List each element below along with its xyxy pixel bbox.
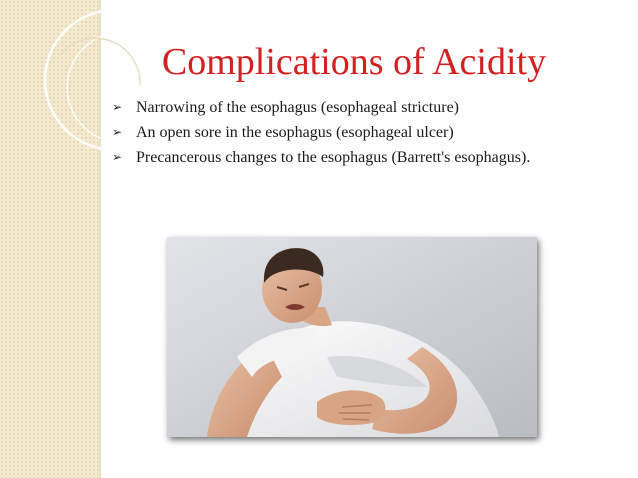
bullet-text: An open sore in the esophagus (esophageal ulcer) — [136, 124, 454, 141]
bullet-text: Precancerous changes to the esophagus (Barrett's esophagus). — [136, 149, 531, 166]
arrowhead-bullet-icon: ➢ — [112, 125, 123, 139]
arrowhead-bullet-icon: ➢ — [112, 100, 123, 114]
bullet-text: Narrowing of the esophagus (esophageal stricture) — [136, 99, 459, 116]
bullet-list — [112, 97, 612, 172]
bullet-item — [112, 97, 612, 118]
bullet-item — [112, 147, 612, 168]
arrowhead-bullet-icon: ➢ — [112, 150, 123, 164]
stomach-pain-photo — [167, 237, 537, 437]
bullet-item — [112, 122, 612, 143]
man-holding-stomach-illustration — [167, 237, 537, 437]
slide-title: Complications of Acidity — [161, 41, 547, 83]
